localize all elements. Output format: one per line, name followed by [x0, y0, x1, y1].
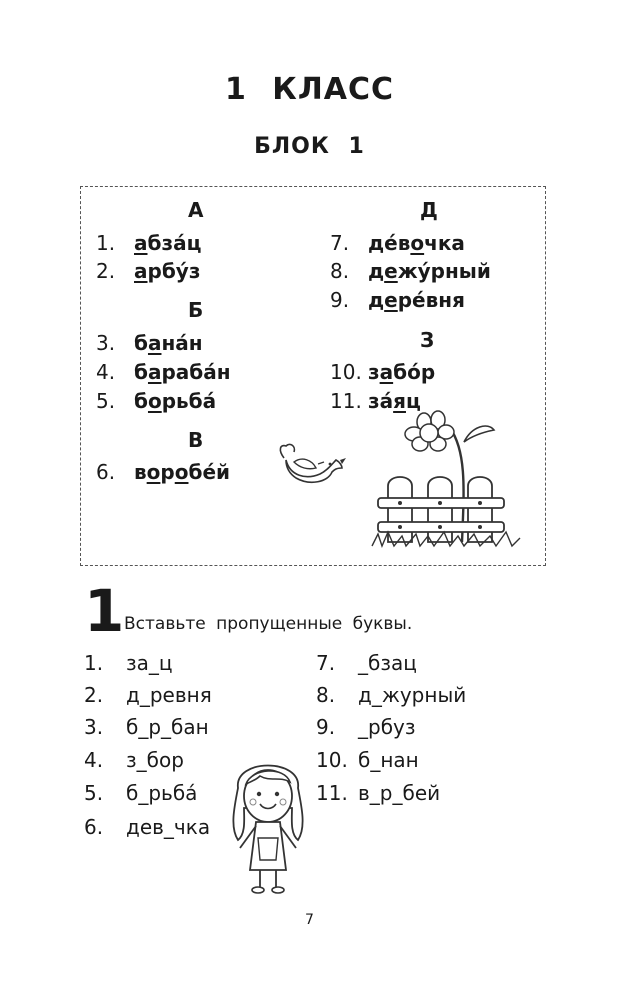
vocab-item: 5. борьба́	[96, 389, 217, 413]
exercise-item: 2. д_ревня	[84, 683, 212, 707]
page-title: 1 КЛАСС	[224, 72, 394, 107]
exercise-item: 8. д_журный	[316, 683, 467, 707]
exercise-item: 10. б_нан	[316, 748, 419, 772]
vocab-item: 1. абза́ц	[96, 231, 202, 255]
letter-v: В	[188, 428, 204, 452]
exercise-item: 7. _бзац	[316, 651, 417, 675]
exercise-item: 4. з_бор	[84, 748, 184, 772]
letter-a: А	[188, 198, 204, 222]
vocab-item: 8. дежу́рный	[330, 259, 491, 283]
exercise-item: 3. б_р_бан	[84, 715, 209, 739]
exercise-item: 9. _рбуз	[316, 715, 416, 739]
exercise-item: 1. за_ц	[84, 651, 173, 675]
letter-b: Б	[188, 298, 204, 322]
vocab-item: 3. бана́н	[96, 331, 203, 355]
letter-d: Д	[420, 198, 438, 222]
vocab-item: 6. воробе́й	[96, 460, 231, 484]
letter-z: З	[420, 328, 435, 352]
exercise-number: 1	[84, 577, 125, 645]
exercise-instruction: Вставьте пропущенные буквы.	[124, 614, 413, 634]
fence-flower-illustration	[372, 412, 522, 552]
exercise-item: 11. в_р_бей	[316, 781, 441, 805]
page-number: 7	[305, 912, 314, 928]
vocab-item: 9. дере́вня	[330, 288, 465, 312]
exercise-item: 5. б_рьба́	[84, 781, 198, 805]
exercise-item: 6. дев_чка	[84, 815, 211, 839]
bird-illustration	[276, 440, 346, 490]
vocab-item: 7. де́вочка	[330, 231, 465, 255]
vocab-item: 4. бараба́н	[96, 360, 231, 384]
vocab-item: 10. забо́р	[330, 360, 436, 384]
vocab-item: 11. за́яц	[330, 389, 421, 413]
girl-illustration	[218, 748, 318, 898]
vocab-item: 2. арбу́з	[96, 259, 201, 283]
block-subtitle: БЛОК 1	[254, 134, 365, 159]
